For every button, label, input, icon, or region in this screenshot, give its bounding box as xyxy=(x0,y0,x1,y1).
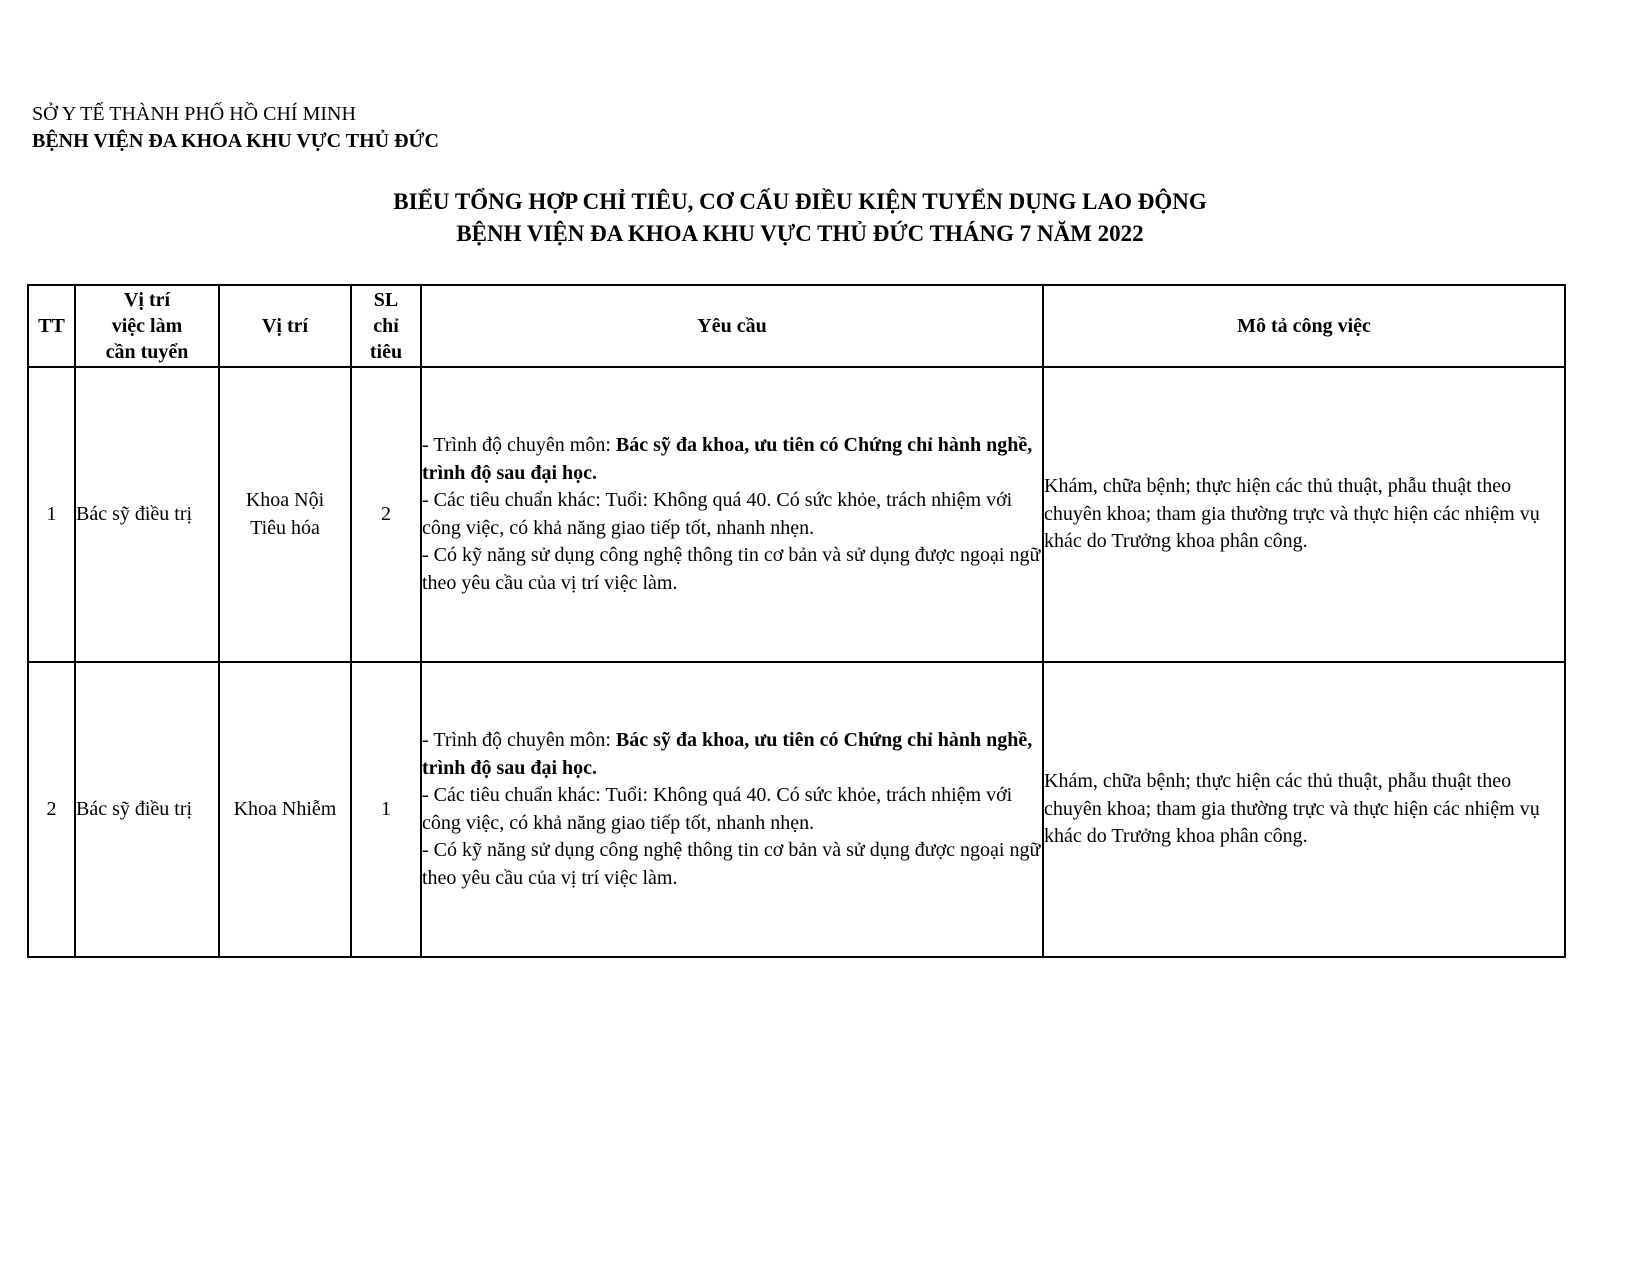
column-header-tt-label: TT xyxy=(38,315,65,337)
column-header-quantity-line: SL xyxy=(373,289,399,311)
column-header-requirements xyxy=(421,285,1043,367)
table-row xyxy=(28,367,1565,662)
requirement-other: - Các tiêu chuẩn khác: Tuổi: Không quá 40. Có sức khỏe, trách nhiệm với công việc, có khả năng giao tiếp tốt, nhanh nhẹn. xyxy=(422,784,1013,834)
cell-position-line: Khoa Nội xyxy=(245,489,325,511)
column-header-description xyxy=(1043,285,1565,367)
title-line-2: BỆNH VIỆN ĐA KHOA KHU VỰC THỦ ĐỨC THÁNG 7 NĂM 2022 xyxy=(456,221,1144,246)
cell-job: Bác sỹ điều trị xyxy=(75,367,219,662)
requirement-qualification-detail: Bác sỹ đa khoa, ưu tiên có Chứng chỉ hành nghề, trình độ sau đại học. xyxy=(422,434,1033,484)
organization-header xyxy=(32,101,439,155)
cell-job: Bác sỹ điều trị xyxy=(75,662,219,957)
title-line-1: BIỂU TỔNG HỢP CHỈ TIÊU, CƠ CẤU ĐIỀU KIỆN TUYỂN DỤNG LAO ĐỘNG xyxy=(393,189,1207,214)
requirement-it-skills: - Có kỹ năng sử dụng công nghệ thông tin cơ bản và sử dụng được ngoại ngữ theo yêu cầu của vị trí việc làm. xyxy=(422,544,1041,594)
column-header-requirements-label: Yêu cầu xyxy=(697,315,767,337)
requirement-qualification-prefix: - Trình độ chuyên môn: xyxy=(422,434,616,456)
cell-tt: 1 xyxy=(28,367,75,662)
table-row xyxy=(28,662,1565,957)
cell-requirements xyxy=(421,662,1043,957)
requirement-qualification xyxy=(422,432,1042,487)
column-header-job-line: việc làm xyxy=(111,315,183,337)
cell-position-line: Tiêu hóa xyxy=(250,516,320,539)
column-header-job xyxy=(75,285,219,367)
cell-quantity: 2 xyxy=(351,367,421,662)
document-title xyxy=(0,186,1600,250)
column-header-quantity-line: tiêu xyxy=(369,341,403,363)
cell-tt: 2 xyxy=(28,662,75,957)
column-header-job-line: Vị trí xyxy=(123,289,171,311)
column-header-position-label: Vị trí xyxy=(261,315,309,337)
cell-position xyxy=(219,367,351,662)
requirement-qualification xyxy=(422,727,1042,782)
cell-description: Khám, chữa bệnh; thực hiện các thủ thuật, phẫu thuật theo chuyên khoa; tham gia thường trực và thực hiện các nhiệm vụ khác do Trưởng khoa phân công. xyxy=(1043,662,1565,957)
column-header-job-line: cần tuyển xyxy=(105,341,189,363)
cell-requirements xyxy=(421,367,1043,662)
hospital-name: BỆNH VIỆN ĐA KHOA KHU VỰC THỦ ĐỨC xyxy=(32,130,439,152)
department-name: SỞ Y TẾ THÀNH PHỐ HỒ CHÍ MINH xyxy=(32,103,356,125)
column-header-quantity-line: chỉ xyxy=(373,315,399,337)
cell-position: Khoa Nhiễm xyxy=(219,662,351,957)
recruitment-table xyxy=(27,284,1566,958)
cell-quantity: 1 xyxy=(351,662,421,957)
requirement-qualification-detail: Bác sỹ đa khoa, ưu tiên có Chứng chỉ hành nghề, trình độ sau đại học. xyxy=(422,729,1033,779)
table-header-row xyxy=(28,285,1565,367)
requirement-other: - Các tiêu chuẩn khác: Tuổi: Không quá 40. Có sức khỏe, trách nhiệm với công việc, có khả năng giao tiếp tốt, nhanh nhẹn. xyxy=(422,489,1013,539)
requirement-qualification-prefix: - Trình độ chuyên môn: xyxy=(422,729,616,751)
column-header-tt xyxy=(28,285,75,367)
column-header-position xyxy=(219,285,351,367)
column-header-quantity xyxy=(351,285,421,367)
column-header-description-label: Mô tả công việc xyxy=(1237,315,1371,337)
cell-description: Khám, chữa bệnh; thực hiện các thủ thuật, phẫu thuật theo chuyên khoa; tham gia thường trực và thực hiện các nhiệm vụ khác do Trưởng khoa phân công. xyxy=(1043,367,1565,662)
requirement-it-skills: - Có kỹ năng sử dụng công nghệ thông tin cơ bản và sử dụng được ngoại ngữ theo yêu cầu của vị trí việc làm. xyxy=(422,839,1041,889)
